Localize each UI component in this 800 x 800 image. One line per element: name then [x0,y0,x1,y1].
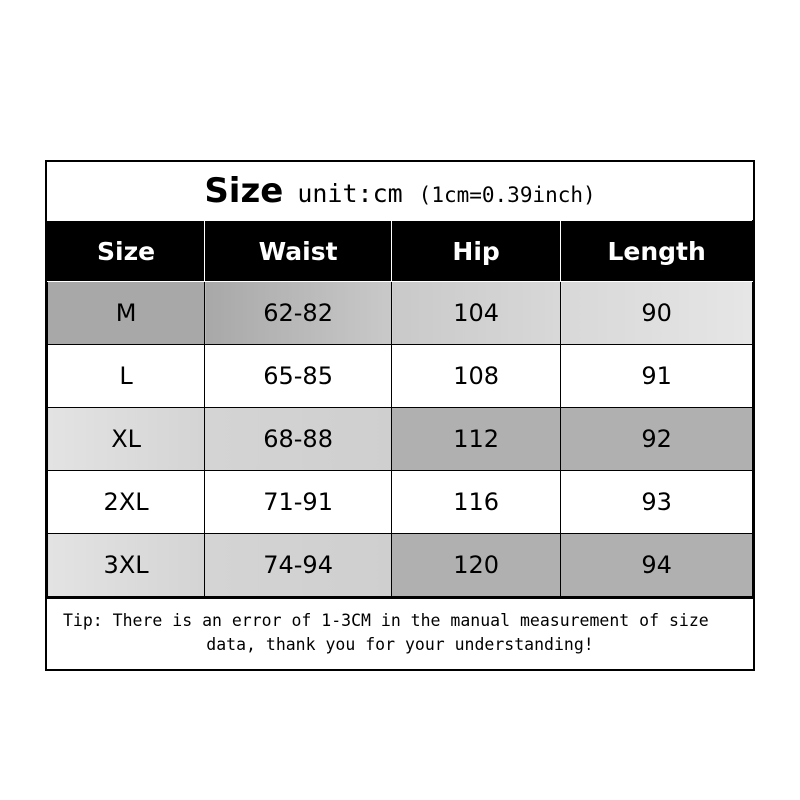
column-header-size: Size [48,221,205,282]
cell-waist: 65-85 [205,345,392,408]
tip-line-1: Tip: There is an error of 1-3CM in the manual measurement of size [63,611,709,630]
chart-title-row [47,162,753,220]
cell-length: 92 [561,408,753,471]
cell-size: L [48,345,205,408]
table-row [48,345,753,408]
table-row [48,471,753,534]
cell-hip: 116 [392,471,561,534]
cell-waist: 74-94 [205,534,392,597]
tip-line-2: data, thank you for your understanding! [206,635,594,654]
table-row [48,534,753,597]
cell-size: M [48,282,205,345]
header-row [48,221,753,282]
column-header-hip: Hip [392,221,561,282]
cell-size: 3XL [48,534,205,597]
cell-waist: 68-88 [205,408,392,471]
table-header [48,221,753,282]
table-row [48,408,753,471]
size-table [47,220,753,597]
cell-waist: 62-82 [205,282,392,345]
table-body [48,282,753,597]
cell-length: 90 [561,282,753,345]
cell-hip: 120 [392,534,561,597]
table-row [48,282,753,345]
column-header-length: Length [561,221,753,282]
page-title: Size [204,171,284,211]
cell-waist: 71-91 [205,471,392,534]
unit-label: unit:cm [297,179,403,208]
cell-size: 2XL [48,471,205,534]
cell-size: XL [48,408,205,471]
cell-length: 93 [561,471,753,534]
cell-hip: 108 [392,345,561,408]
tip-note [47,597,753,669]
cell-hip: 112 [392,408,561,471]
size-chart [45,160,755,671]
conversion-note: (1cm=0.39inch) [418,183,596,207]
cell-length: 91 [561,345,753,408]
cell-length: 94 [561,534,753,597]
column-header-waist: Waist [205,221,392,282]
cell-hip: 104 [392,282,561,345]
